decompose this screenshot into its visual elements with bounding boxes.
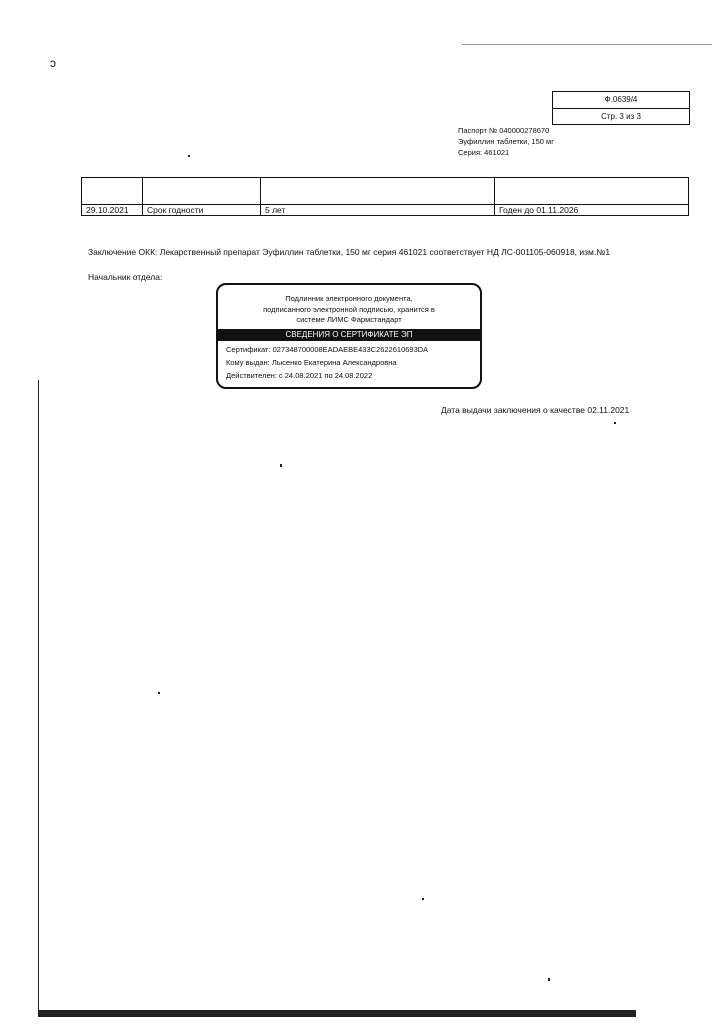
electronic-signature-stamp [216, 283, 482, 389]
row-indicator: Срок годности [143, 205, 261, 216]
table-header-cell [143, 178, 261, 205]
issue-date: Дата выдачи заключения о качестве 02.11.2021 [441, 405, 630, 415]
passport-number: Паспорт № 040000278670 [458, 126, 550, 135]
table-header-cell [82, 178, 143, 205]
row-norm: 5 лет [261, 205, 495, 216]
stamp-notice-line: системе ЛИМС Фармстандарт [296, 315, 402, 324]
table-header-cell [261, 178, 495, 205]
stamp-notice-line: Подлинник электронного документа, [285, 294, 413, 303]
scan-bottom-bar [38, 1010, 636, 1017]
table-header-cell [495, 178, 689, 205]
scan-speck [188, 155, 190, 157]
scan-edge-line [38, 380, 39, 1012]
certificate-owner: Кому выдан: Лысенко Екатерина Александровна [226, 357, 397, 367]
page-number: Стр. 3 из 3 [601, 112, 641, 121]
scan-speck [158, 692, 160, 694]
scan-speck [614, 422, 616, 424]
certificate-validity: Действителен: с 24.08.2021 по 24.08.2022 [226, 370, 373, 380]
table-row [82, 205, 689, 216]
product-name: Эуфиллин таблетки, 150 мг [458, 137, 554, 146]
stamp-header: СВЕДЕНИЯ О СЕРТИФИКАТЕ ЭП [218, 329, 480, 341]
form-code-box [552, 91, 690, 125]
department-head-label: Начальник отдела: [88, 272, 163, 282]
stamp-notice-line: подписанного электронной подписью, хранится в [263, 304, 435, 314]
form-code: Ф.0639/4 [553, 92, 689, 109]
stamp-notice [218, 294, 480, 326]
scan-top-line [462, 44, 712, 45]
table-header-row [82, 178, 689, 205]
results-table [81, 177, 689, 216]
handwritten-mark: ↄ [50, 56, 56, 70]
row-date: 29.10.2021 [82, 205, 143, 216]
certificate-number: Сертификат: 027348700008EADAEBE433C2622610693DA [226, 344, 429, 354]
scan-speck [280, 464, 282, 467]
scan-speck [548, 978, 550, 981]
scan-speck [422, 898, 424, 900]
passport-info [458, 125, 554, 158]
series-number: Серия: 461021 [458, 148, 510, 157]
qc-conclusion: Заключение ОКК: Лекарственный препарат Эуфиллин таблетки, 150 мг серия 461021 соответствует НД ЛС-001105-060918, изм.№1 [88, 247, 611, 257]
row-result: Годен до 01.11.2026 [495, 205, 689, 216]
